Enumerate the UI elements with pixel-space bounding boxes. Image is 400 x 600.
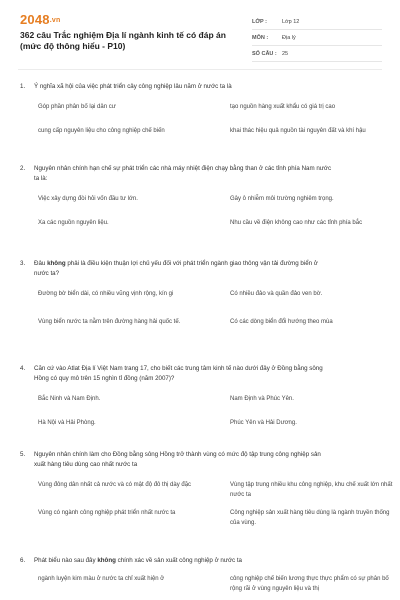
answer-option-c[interactable]: Xa các nguồn nguyên liệu. bbox=[38, 220, 109, 226]
answer-option-c[interactable]: cung cấp nguyên liệu cho công nghiệp chế biến bbox=[38, 128, 165, 134]
page-title: 362 câu Trắc nghiệm Địa lí ngành kinh tế có đáp án (mức độ thông hiểu - P10) bbox=[20, 30, 226, 51]
answer-option-d[interactable]: khai thác hiệu quả nguồn tài nguyên đất và khí hậu bbox=[230, 128, 366, 134]
question-4 bbox=[20, 364, 382, 440]
question-body-pre: Phát biểu nào sau đây bbox=[34, 557, 98, 564]
answer-option-b[interactable]: Có nhiều đảo và quần đảo ven bờ. bbox=[230, 291, 323, 297]
question-5 bbox=[20, 450, 393, 534]
question-text bbox=[20, 164, 382, 184]
meta-value: 25 bbox=[282, 50, 289, 57]
question-number: 2. bbox=[20, 165, 26, 172]
question-body: Ý nghĩa xã hội của việc phát triển cây công nghiệp lâu năm ở nước ta là bbox=[34, 83, 232, 90]
answer-option-d[interactable]: Nhu cầu về điện không cao như các tỉnh phía bắc bbox=[230, 220, 363, 226]
meta-key: LỚP : bbox=[252, 18, 267, 25]
answer-option-b[interactable]: tạo nguồn hàng xuất khẩu có giá trị cao bbox=[230, 104, 336, 110]
answer-options bbox=[38, 100, 382, 152]
answer-option-b[interactable]: Gây ô nhiễm môi trường nghiêm trọng. bbox=[230, 196, 334, 202]
answer-options bbox=[38, 287, 382, 343]
answer-options bbox=[38, 572, 389, 596]
logo-suffix: .vn bbox=[49, 17, 61, 24]
answer-option-d[interactable]: Phúc Yên và Hải Dương. bbox=[230, 420, 297, 426]
question-text bbox=[20, 364, 382, 384]
answer-option-d[interactable]: Công nghiệp sản xuất hàng tiêu dùng là ngành truyền thống của vùng. bbox=[230, 510, 390, 526]
question-body bbox=[34, 259, 334, 279]
answer-option-c[interactable]: Vùng biển nước ta nằm trên đường hàng hải quốc tế. bbox=[38, 319, 181, 325]
meta-row-subject bbox=[252, 30, 382, 46]
answer-options bbox=[38, 478, 393, 534]
question-body: Nguyên nhân chính hạn chế sự phát triển các nhà máy nhiệt điện chạy bằng than ở các tỉnh phía Nam nước ta là: bbox=[34, 165, 332, 182]
question-text bbox=[20, 450, 382, 470]
question-number: 1. bbox=[20, 83, 26, 90]
answer-option-a[interactable]: ngành luyện kim màu ở nước ta chỉ xuất hiện ở bbox=[38, 576, 165, 582]
question-text bbox=[20, 82, 382, 92]
answer-option-c[interactable]: Hà Nội và Hải Phòng. bbox=[38, 420, 96, 426]
meta-key: SỐ CÂU : bbox=[252, 50, 277, 57]
question-number: 5. bbox=[20, 451, 26, 458]
meta-row-count bbox=[252, 46, 382, 62]
site-logo[interactable] bbox=[20, 12, 60, 27]
document-header bbox=[0, 0, 400, 70]
question-number: 4. bbox=[20, 365, 26, 372]
answer-options bbox=[38, 192, 382, 244]
header-divider bbox=[18, 69, 382, 70]
question-body bbox=[34, 556, 334, 566]
question-body-post: phải là điều kiện thuận lợi chủ yếu đối với phát triển ngành giao thông vận tải đường biển ở nước ta? bbox=[34, 260, 318, 277]
answer-option-d[interactable]: Có các dòng biển đổi hướng theo mùa bbox=[230, 319, 333, 325]
answer-option-a[interactable]: Bắc Ninh và Nam Định. bbox=[38, 396, 101, 402]
answer-option-b[interactable]: công nghiệp chế biến lương thực thực phẩm có sự phân bố rộng rãi ở vùng nguyên liệu và thị bbox=[230, 576, 389, 592]
question-number: 3. bbox=[20, 260, 26, 267]
question-2 bbox=[20, 164, 382, 244]
question-number: 6. bbox=[20, 557, 26, 564]
answer-option-a[interactable]: Góp phần phân bố lại dân cư bbox=[38, 104, 116, 110]
answer-option-b[interactable]: Nam Định và Phúc Yên. bbox=[230, 396, 294, 402]
question-body-post: chính xác về sản xuất công nghiệp ở nước ta bbox=[115, 557, 242, 564]
question-emphasis: không bbox=[47, 260, 66, 267]
meta-value: Lớp 12 bbox=[282, 18, 300, 25]
question-6 bbox=[20, 556, 389, 596]
meta-value: Địa lý bbox=[282, 34, 296, 41]
answer-options bbox=[38, 392, 382, 440]
question-body-pre: Đâu bbox=[34, 260, 48, 267]
answer-option-a[interactable]: Vùng đông dân nhất cả nước và có mật độ đô thị dày đặc bbox=[38, 482, 192, 488]
meta-table bbox=[252, 14, 382, 62]
question-text bbox=[20, 556, 382, 566]
question-text bbox=[20, 259, 382, 279]
question-body: Căn cứ vào Atlat Địa lí Việt Nam trang 17, cho biết các trung tâm kinh tế nào dưới đây ở Đồng bằng sông Hồng có quy mô trên 15 nghìn tỉ đồng (năm 2007)? bbox=[34, 365, 323, 382]
question-emphasis: không bbox=[97, 557, 116, 564]
logo-text: 2048 bbox=[20, 12, 50, 27]
question-1 bbox=[20, 82, 382, 152]
answer-option-a[interactable]: Việc xây dựng đòi hỏi vốn đầu tư lớn. bbox=[38, 196, 138, 202]
question-3 bbox=[20, 259, 382, 343]
meta-row-class bbox=[252, 14, 382, 30]
answer-option-a[interactable]: Đường bờ biển dài, có nhiều vũng vịnh rộng, kín gi bbox=[38, 291, 174, 297]
answer-option-b[interactable]: Vùng tập trung nhiều khu công nghiệp, khu chế xuất lớn nhất nước ta bbox=[230, 482, 393, 498]
answer-option-c[interactable]: Vùng có ngành công nghiệp phát triển nhất nước ta bbox=[38, 510, 176, 516]
meta-key: MÔN : bbox=[252, 34, 269, 41]
question-body: Nguyên nhân chính làm cho Đồng bằng sông Hồng trở thành vùng có mức độ tập trung công nghiệp sản xuất hàng tiêu dùng cao nhất nước ta bbox=[34, 451, 321, 468]
